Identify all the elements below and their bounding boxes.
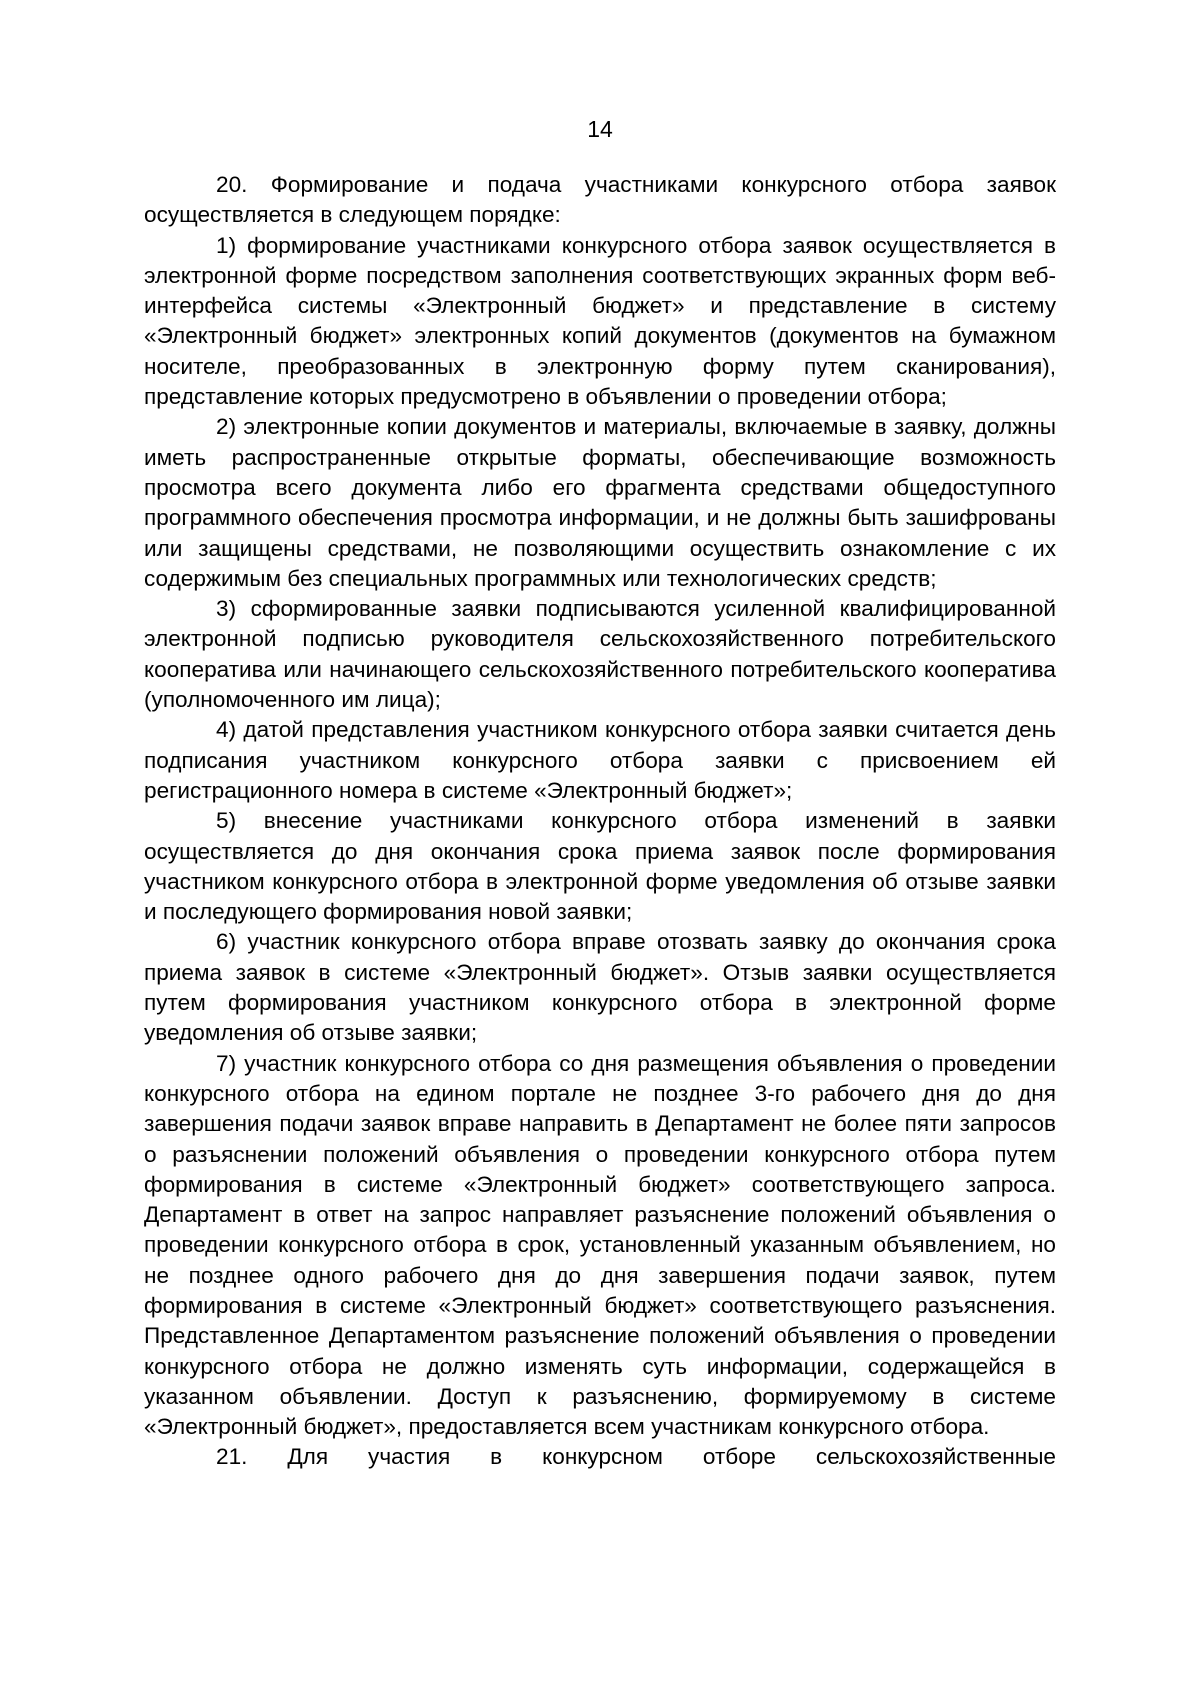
paragraph-item-1: 1) формирование участниками конкурсного отбора заявок осуществляется в электронной форме посредством заполнения соответствующих экранных форм веб-интерфейса системы «Электронный бюджет» и представление в систему «Электронный бюджет» электронных копий документов (документов на бумажном носителе, преобразованных в электронную форму путем сканирования), представление которых предусмотрено в объявлении о проведении отбора; [144,232,1056,410]
paragraph-item-3: 3) сформированные заявки подписываются усиленной квалифицированной электронной подписью руководителя сельскохозяйственного потребительского кооператива или начинающего сельскохозяйственного потребительского кооператива (уполномоченного им лица); [144,596,1056,713]
paragraph-21: 21. Для участия в конкурсном отборе сельскохозяйственные [216,1444,1056,1470]
paragraph-item-6: 6) участник конкурсного отбора вправе отозвать заявку до окончания срока приема заявок в системе «Электронный бюджет». Отзыв заявки осуществляется путем формирования участником конкурсного отбора в электронной форме уведомления об отзыве заявки; [144,929,1056,1046]
document-body [144,170,1056,1473]
paragraph-item-7: 7) участник конкурсного отбора со дня размещения объявления о проведении конкурсного отбора на едином портале не позднее 3-го рабочего дня до дня завершения подачи заявок вправе направить в Департамент не более пяти запросов о разъяснении положений объявления о проведении конкурсного отбора путем формирования в системе «Электронный бюджет» соответствующего запроса. Департамент в ответ на запрос направляет разъяснение положений объявления о проведении конкурсного отбора в срок, установленный указанным объявлением, но не позднее одного рабочего дня до дня завершения подачи заявок, путем формирования в системе «Электронный бюджет» соответствующего разъяснения. Представленное Департаментом разъяснение положений объявления о проведении конкурсного отбора не должно изменять суть информации, содержащейся в указанном объявлении. Доступ к разъяснению, формируемому в системе «Электронный бюджет», предоставляется всем участникам конкурсного отбора. [144,1050,1056,1440]
paragraph-item-2: 2) электронные копии документов и материалы, включаемые в заявку, должны иметь распространенные открытые форматы, обеспечивающие возможность просмотра всего документа либо его фрагмента средствами общедоступного программного обеспечения просмотра информации, и не должны быть зашифрованы или защищены средствами, не позволяющими осуществить ознакомление с их содержимым без специальных программных или технологических средств; [144,414,1056,591]
paragraph-20: 20. Формирование и подача участниками конкурсного отбора заявок осуществляется в следующем порядке: [144,172,1056,228]
paragraph-item-5: 5) внесение участниками конкурсного отбора изменений в заявки осуществляется до дня окончания срока приема заявок после формирования участником конкурсного отбора в электронной форме уведомления об отзыве заявки и последующего формирования новой заявки; [144,808,1056,925]
paragraph-item-4: 4) датой представления участником конкурсного отбора заявки считается день подписания участником конкурсного отбора заявки с присвоением ей регистрационного номера в системе «Электронный бюджет»; [144,717,1056,803]
page-number: 14 [587,116,613,142]
